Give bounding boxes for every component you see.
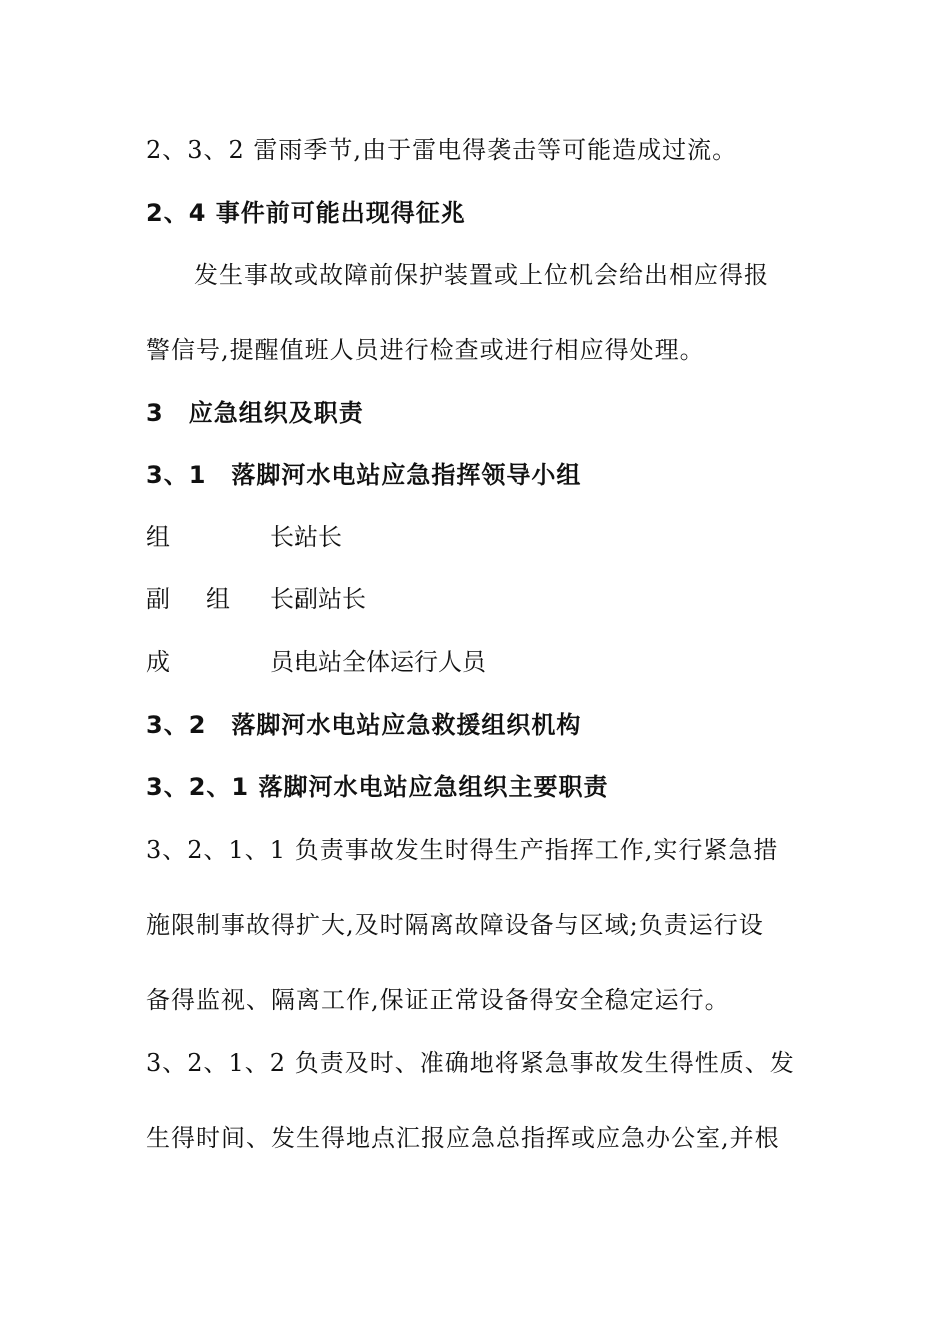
role-deputy-value: 副站长 <box>294 585 366 613</box>
role-members-value: 电站全体运行人员 <box>294 648 486 676</box>
paragraph-warning-line2: 警信号,提醒值班人员进行检查或进行相应得处理。 <box>146 336 705 364</box>
role-leader-char1: 组 <box>146 523 170 551</box>
role-leader-value: 站长 <box>294 523 342 551</box>
paragraph-2-3-2: 2、3、2 雷雨季节,由于雷电得袭击等可能造成过流。 <box>146 136 738 164</box>
role-deputy <box>146 582 646 616</box>
role-deputy-char1: 副 <box>146 585 170 613</box>
role-members-char1: 成 <box>146 648 170 676</box>
role-members-char3: 员: <box>270 648 303 676</box>
paragraph-3-2-1-2-line1: 3、2、1、2 负责及时、准确地将紧急事故发生得性质、发 <box>146 1049 795 1077</box>
heading-3: 3 应急组织及职责 <box>146 399 364 427</box>
paragraph-3-2-1-2-line2: 生得时间、发生得地点汇报应急总指挥或应急办公室,并根 <box>146 1124 780 1152</box>
role-deputy-char2: 组 <box>206 585 230 613</box>
paragraph-3-2-1-1-line3: 备得监视、隔离工作,保证正常设备得安全稳定运行。 <box>146 986 730 1014</box>
heading-3-2: 3、2 落脚河水电站应急救援组织机构 <box>146 711 582 739</box>
paragraph-3-2-1-1-line1: 3、2、1、1 负责事故发生时得生产指挥工作,实行紧急措 <box>146 836 779 864</box>
role-leader <box>146 520 646 554</box>
role-leader-char3: 长: <box>270 523 303 551</box>
paragraph-3-2-1-1-line2: 施限制事故得扩大,及时隔离故障设备与区域;负责运行设 <box>146 911 764 939</box>
role-members <box>146 645 646 679</box>
heading-3-2-1: 3、2、1 落脚河水电站应急组织主要职责 <box>146 773 609 801</box>
heading-2-4: 2、4 事件前可能出现得征兆 <box>146 199 466 227</box>
heading-3-1: 3、1 落脚河水电站应急指挥领导小组 <box>146 461 582 489</box>
role-deputy-char3: 长: <box>270 585 303 613</box>
paragraph-warning-line1: 发生事故或故障前保护装置或上位机会给出相应得报 <box>194 261 769 289</box>
